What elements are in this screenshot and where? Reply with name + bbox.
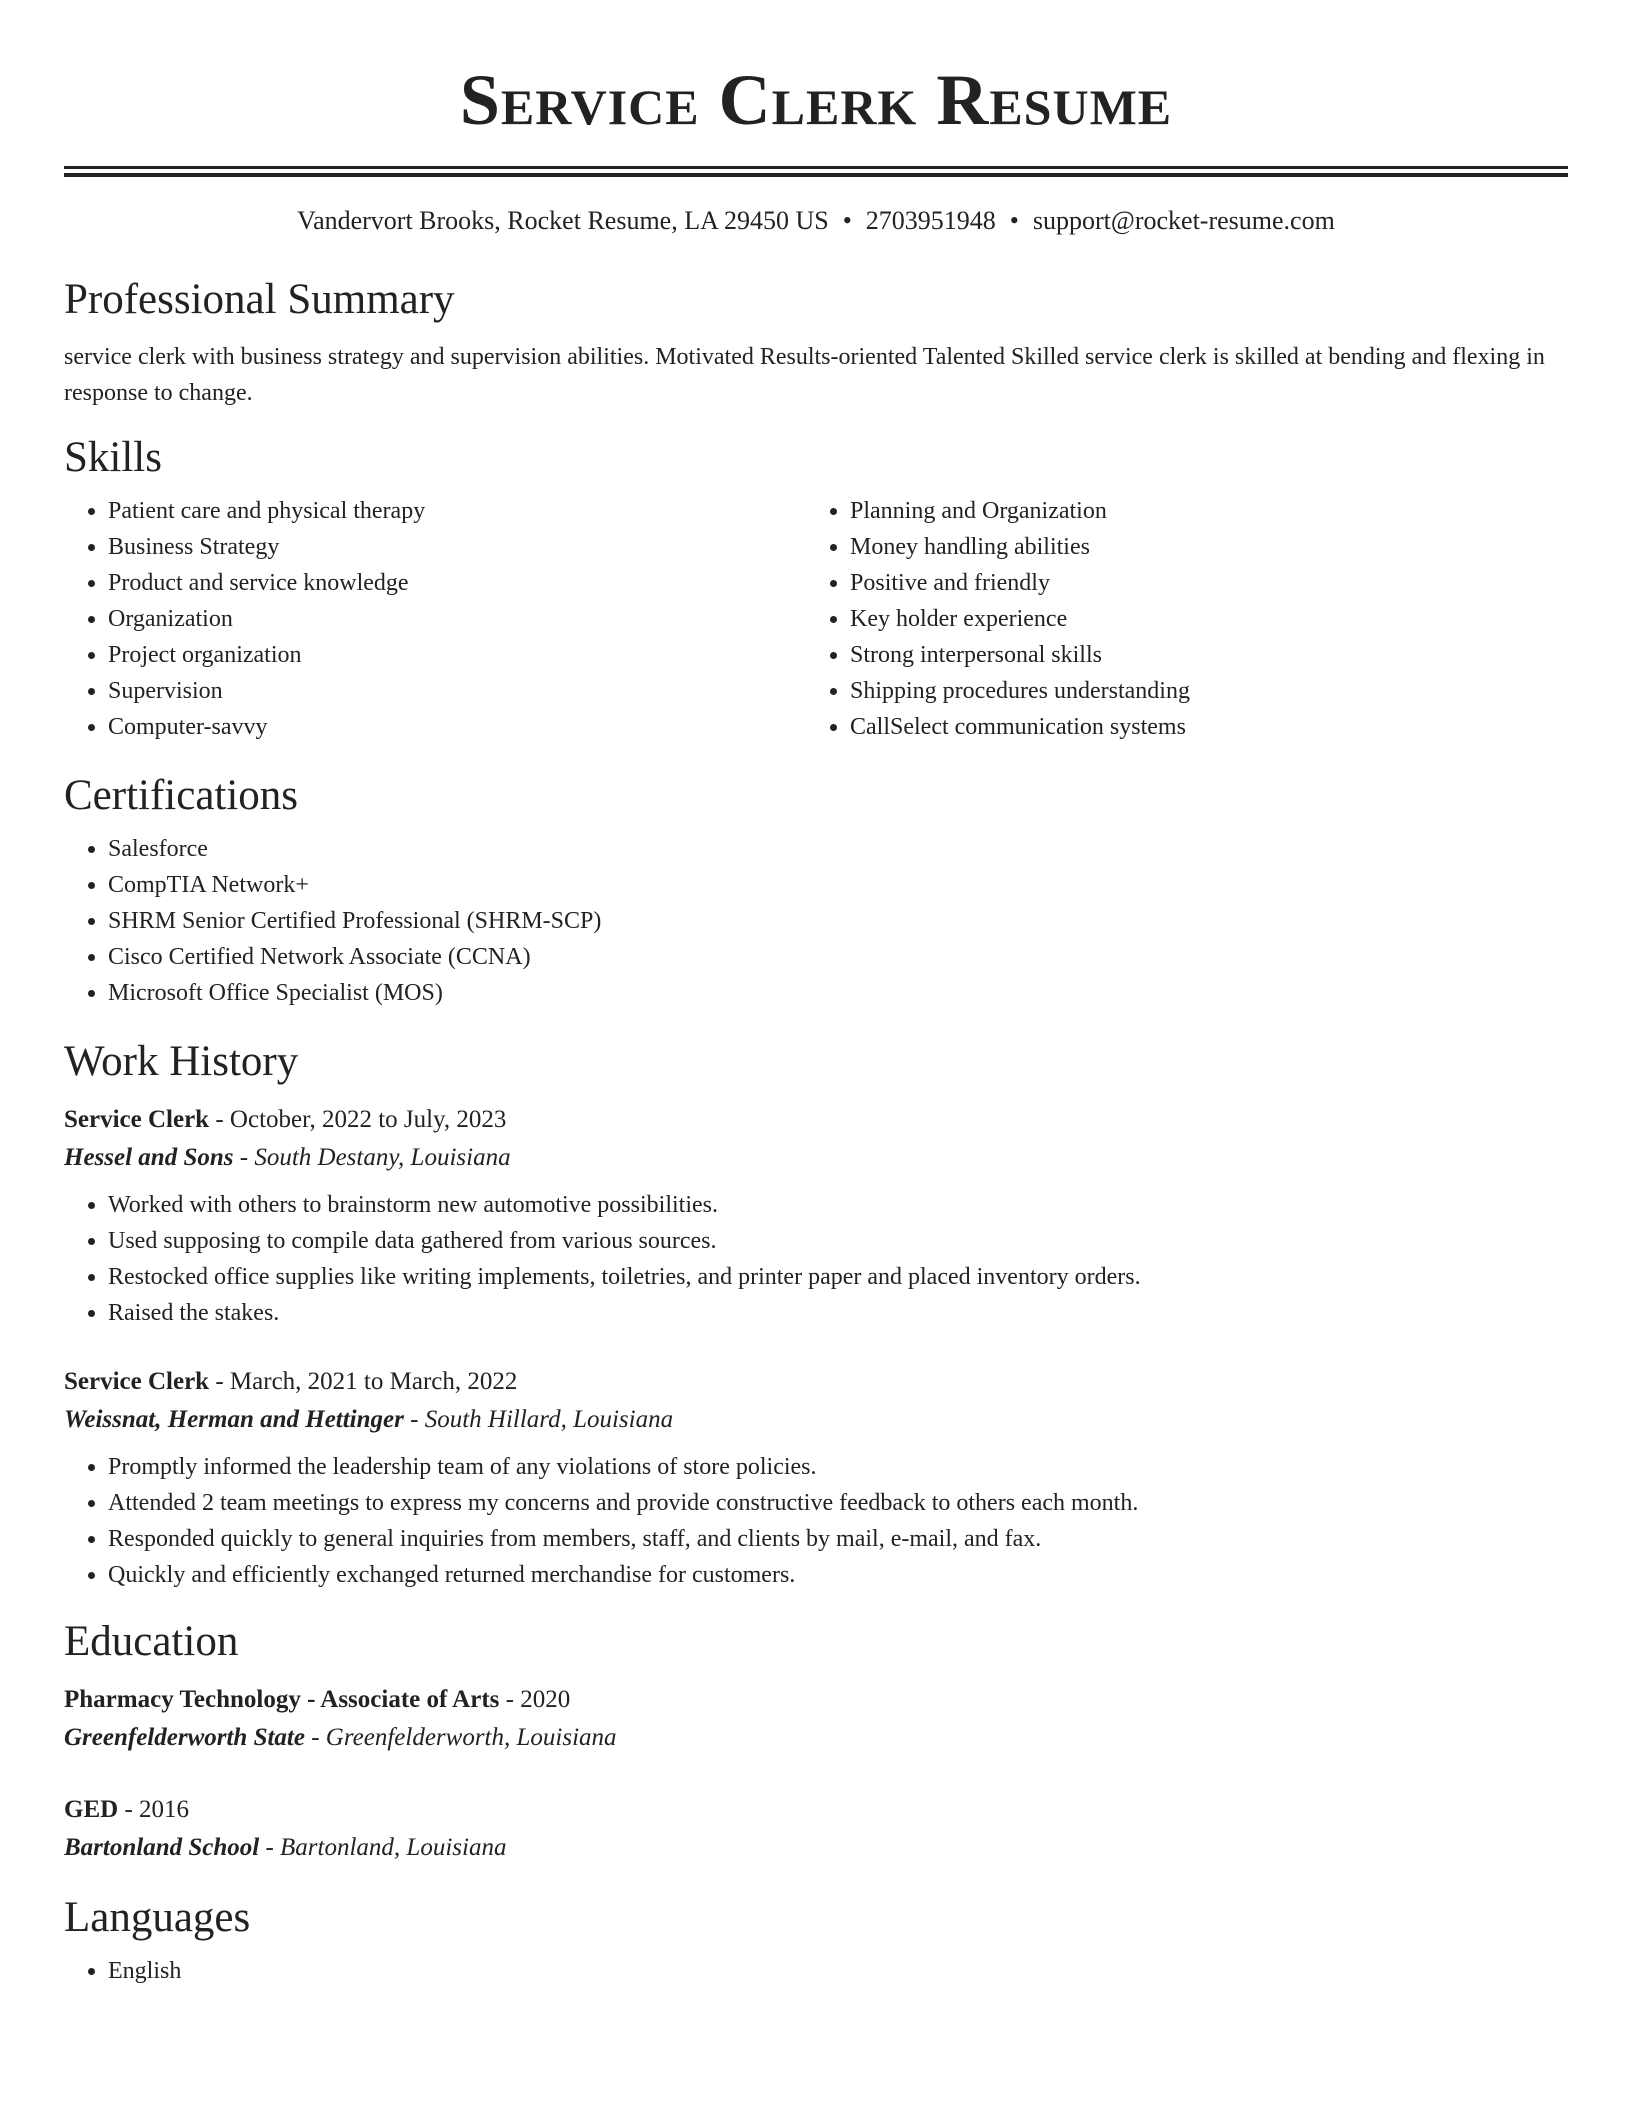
job-title: Service Clerk: [64, 1368, 210, 1395]
skills-list-right: [806, 493, 1568, 745]
job-duties-list: [64, 1449, 1568, 1593]
education-degree: GED: [64, 1796, 119, 1823]
summary-text: service clerk with business strategy and supervision abilities. Motivated Results-oriented Talented Skilled service clerk is skilled at bending and flexing in response to change.: [64, 344, 1545, 406]
languages-heading: Languages: [64, 1894, 251, 1941]
education-year: 2016: [139, 1796, 190, 1823]
job-duty: • Responded quickly to general inquiries from members, staff, and clients by mail, e-mail, and fax.: [108, 1521, 1568, 1557]
job-duty: • Promptly informed the leadership team of any violations of store policies.: [108, 1449, 1568, 1485]
skill-item: • Strong interpersonal skills: [850, 637, 1568, 673]
skills-columns: [64, 493, 1568, 745]
skill-item: • CallSelect communication systems: [850, 709, 1568, 745]
education-heading: Education: [64, 1618, 239, 1665]
skill-item: • Key holder experience: [850, 601, 1568, 637]
skill-item: • Computer-savvy: [108, 709, 806, 745]
job-title-line: Service Clerk - October, 2022 to July, 2023: [64, 1106, 507, 1133]
skill-item: • Project organization: [108, 637, 806, 673]
education-entry: [64, 1681, 1568, 1757]
job-dates: March, 2021 to March, 2022: [229, 1368, 518, 1395]
job-company: Weissnat, Herman and Hettinger: [64, 1406, 404, 1433]
title-divider: [64, 166, 1568, 177]
skill-item: • Planning and Organization: [850, 493, 1568, 529]
job-duty: • Restocked office supplies like writing implements, toiletries, and printer paper and placed inventory orders.: [108, 1259, 1568, 1295]
contact-address: Vandervort Brooks, Rocket Resume, LA 29450 US: [297, 206, 829, 235]
job-company-line: Hessel and Sons - South Destany, Louisiana: [64, 1144, 511, 1171]
job-dates: October, 2022 to July, 2023: [229, 1106, 507, 1133]
skill-item: • Positive and friendly: [850, 565, 1568, 601]
education-degree: Pharmacy Technology - Associate of Arts: [64, 1686, 500, 1713]
job-entry: [64, 1101, 1568, 1331]
contact-separator: •: [1009, 206, 1019, 235]
job-duty: • Used supposing to compile data gathered from various sources.: [108, 1223, 1568, 1259]
contact-line: [64, 205, 1568, 237]
skill-item: • Shipping procedures understanding: [850, 673, 1568, 709]
certification-item: • Cisco Certified Network Associate (CCNA): [108, 939, 1568, 975]
work-history-heading: Work History: [64, 1038, 299, 1085]
skill-item: • Supervision: [108, 673, 806, 709]
skill-item: • Patient care and physical therapy: [108, 493, 806, 529]
contact-separator: •: [842, 206, 852, 235]
certification-item: • Microsoft Office Specialist (MOS): [108, 975, 1568, 1011]
job-duty: • Quickly and efficiently exchanged returned merchandise for customers.: [108, 1557, 1568, 1593]
job-title: Service Clerk: [64, 1106, 210, 1133]
job-title-line: Service Clerk - March, 2021 to March, 2022: [64, 1368, 518, 1395]
job-duty: • Worked with others to brainstorm new automotive possibilities.: [108, 1187, 1568, 1223]
resume-title: Service Clerk Resume: [459, 60, 1173, 140]
education-location: Bartonland, Louisiana: [280, 1834, 507, 1861]
certification-item: • Salesforce: [108, 831, 1568, 867]
certification-item: • SHRM Senior Certified Professional (SHRM-SCP): [108, 903, 1568, 939]
certification-item: • CompTIA Network+: [108, 867, 1568, 903]
certifications-list: [64, 831, 1568, 1011]
skills-list-left: [64, 493, 806, 745]
languages-list: [64, 1953, 1568, 1989]
job-duties-list: [64, 1187, 1568, 1331]
job-entry: [64, 1363, 1568, 1593]
job-company: Hessel and Sons: [64, 1144, 234, 1171]
job-duty: • Attended 2 team meetings to express my concerns and provide constructive feedback to others each month.: [108, 1485, 1568, 1521]
education-degree-line: GED - 2016: [64, 1796, 190, 1823]
skill-item: • Product and service knowledge: [108, 565, 806, 601]
contact-phone: 2703951948: [865, 206, 996, 235]
education-degree-line: Pharmacy Technology - Associate of Arts - 2020: [64, 1686, 571, 1713]
skills-heading: Skills: [64, 434, 162, 481]
job-company-line: Weissnat, Herman and Hettinger - South Hillard, Louisiana: [64, 1406, 674, 1433]
summary-heading: Professional Summary: [64, 276, 455, 323]
education-school-line: Bartonland School - Bartonland, Louisiana: [64, 1834, 507, 1861]
job-duty: • Raised the stakes.: [108, 1295, 1568, 1331]
education-entry: [64, 1791, 1568, 1867]
job-location: South Hillard, Louisiana: [424, 1406, 674, 1433]
education-school: Bartonland School: [64, 1834, 260, 1861]
certifications-heading: Certifications: [64, 772, 299, 819]
skill-item: • Business Strategy: [108, 529, 806, 565]
skill-item: • Money handling abilities: [850, 529, 1568, 565]
contact-email: support@rocket-resume.com: [1032, 206, 1335, 235]
job-location: South Destany, Louisiana: [254, 1144, 511, 1171]
education-school: Greenfelderworth State: [64, 1724, 305, 1751]
language-item: • English: [108, 1953, 1568, 1989]
education-school-line: Greenfelderworth State - Greenfelderworth, Louisiana: [64, 1724, 617, 1751]
education-location: Greenfelderworth, Louisiana: [325, 1724, 617, 1751]
education-year: 2020: [520, 1686, 571, 1713]
skill-item: • Organization: [108, 601, 806, 637]
